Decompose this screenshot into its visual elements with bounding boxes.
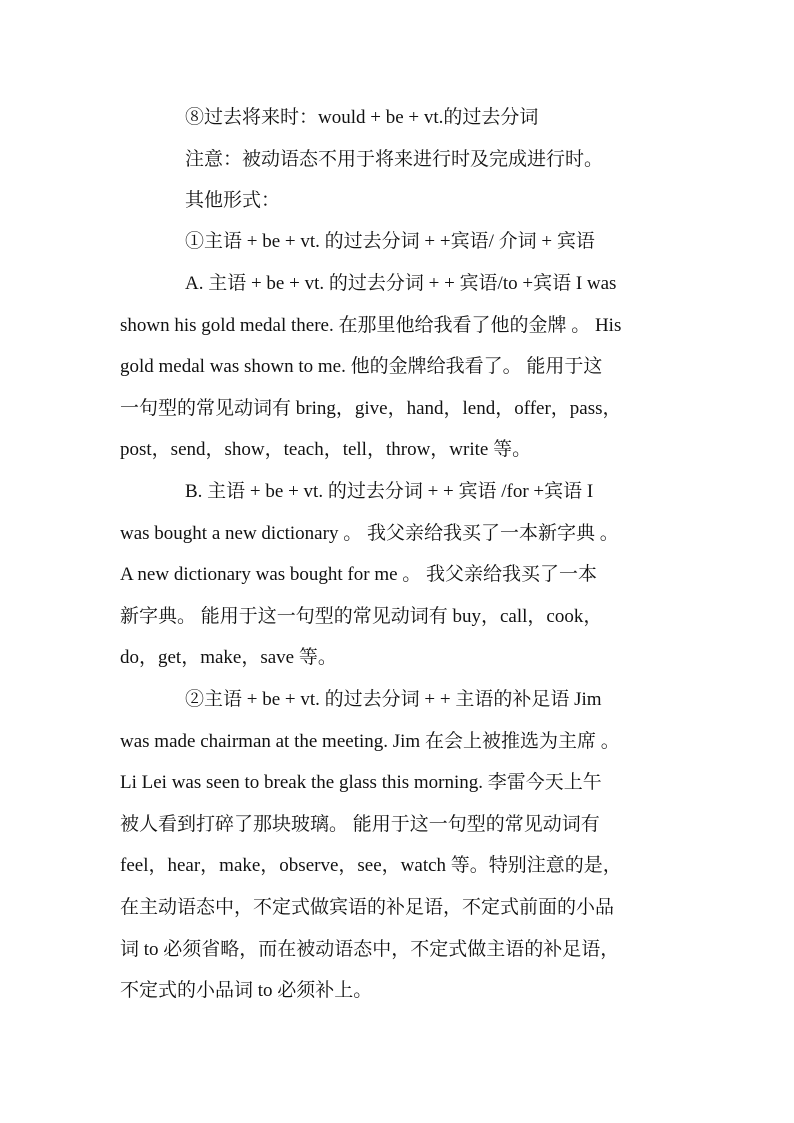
text-line-20: 在主动语态中，不定式做宾语的补足语，不定式前面的小品: [120, 897, 615, 918]
text-line-7: gold medal was shown to me. 他的金牌给我看了。 能用于这: [120, 356, 603, 377]
text-line-18: 被人看到打碎了那块玻璃。 能用于这一句型的常见动词有: [120, 814, 600, 835]
text-line-15: ②主语 + be + vt. 的过去分词 + + 主语的补足语 Jim: [185, 689, 602, 710]
text-line-8: 一句型的常见动词有 bring，give，hand，lend，offer，pass，: [120, 398, 622, 419]
text-line-21: 词 to 必须省略，而在被动语态中，不定式做主语的补足语，: [120, 939, 620, 960]
text-line-1: ⑧过去将来时：would + be + vt.的过去分词: [185, 107, 539, 128]
text-line-10: B. 主语 + be + vt. 的过去分词 + + 宾语 /for +宾语 I: [185, 481, 594, 502]
text-line-2: 注意：被动语态不用于将来进行时及完成进行时。: [185, 149, 604, 170]
text-line-4: ①主语 + be + vt. 的过去分词 + +宾语/ 介词 + 宾语: [185, 231, 595, 252]
text-line-19: feel，hear，make，observe，see，watch 等。特别注意的是，: [120, 855, 622, 876]
text-line-5: A. 主语 + be + vt. 的过去分词 + + 宾语/to +宾语 I was: [185, 273, 617, 294]
text-line-3: 其他形式：: [185, 190, 281, 211]
text-line-16: was made chairman at the meeting. Jim 在会上被推选为主席 。: [120, 731, 620, 752]
text-line-17: Li Lei was seen to break the glass this morning. 李雷今天上午: [120, 772, 602, 793]
text-line-13: 新字典。 能用于这一句型的常见动词有 buy，call，cook，: [120, 606, 603, 627]
text-line-9: post，send，show，teach，tell，throw，write 等。: [120, 439, 532, 460]
text-line-11: was bought a new dictionary 。 我父亲给我买了一本新字典 。: [120, 523, 619, 544]
text-line-22: 不定式的小品词 to 必须补上。: [120, 980, 373, 1001]
text-line-14: do，get，make，save 等。: [120, 647, 337, 668]
text-line-12: A new dictionary was bought for me 。 我父亲给我买了一本: [120, 564, 598, 585]
text-line-6: shown his gold medal there. 在那里他给我看了他的金牌 。 His: [120, 315, 622, 336]
